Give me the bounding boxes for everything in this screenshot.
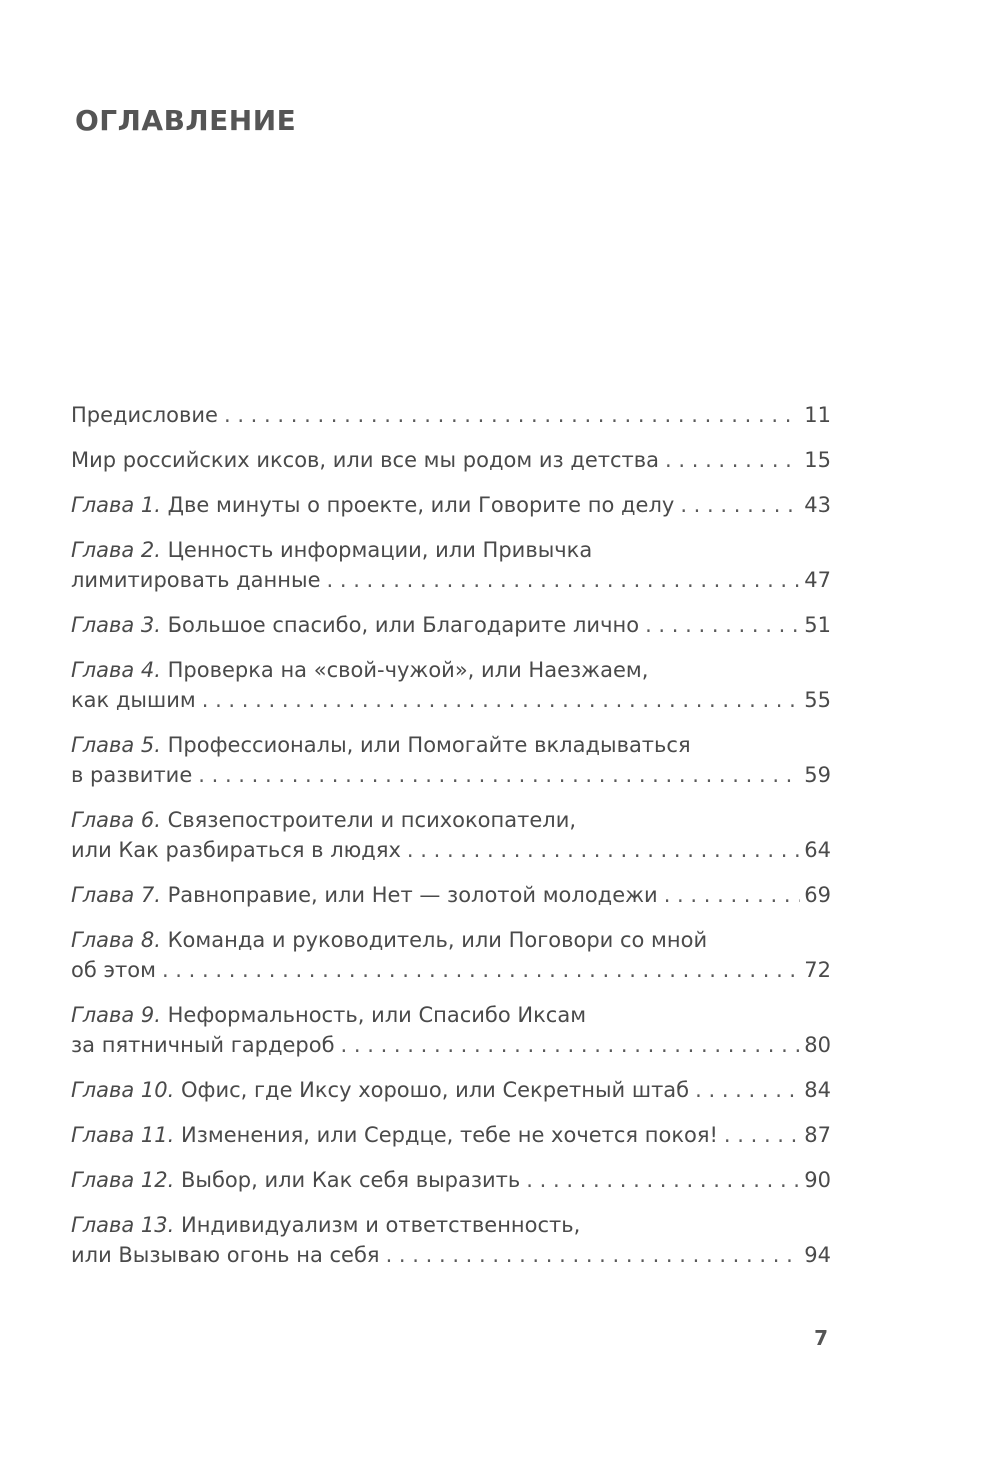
toc-entry-title <box>71 1165 520 1195</box>
toc-entry-title <box>71 760 192 790</box>
toc-page-number: 84 <box>804 1078 831 1102</box>
toc-entry-final-line <box>71 610 831 640</box>
page-number: 7 <box>814 1326 828 1350</box>
page-title: ОГЛАВЛЕНИЕ <box>75 104 297 137</box>
toc-entry-line <box>71 925 831 955</box>
toc-entry <box>71 1165 831 1195</box>
toc-entry-line <box>71 730 831 760</box>
dot-leader <box>327 565 801 595</box>
toc-entry <box>71 925 831 985</box>
toc-page-number: 55 <box>804 688 831 712</box>
toc-entry-title: Команда и руководитель, или Поговори со мной <box>160 928 708 952</box>
toc-page-number: 69 <box>804 883 831 907</box>
chapter-label: Глава 5. <box>71 733 161 757</box>
toc-entry <box>71 490 831 520</box>
toc-entry-title <box>71 955 156 985</box>
toc-entry-title-text: Выбор, или Как себя выразить <box>174 1168 521 1192</box>
dot-leader <box>695 1075 800 1105</box>
toc-entry-line <box>71 655 831 685</box>
toc-entry <box>71 535 831 595</box>
toc-entry-final-line <box>71 880 831 910</box>
toc-entry-line <box>71 805 831 835</box>
chapter-label: Глава 9. <box>71 1003 161 1027</box>
dot-leader <box>407 835 800 865</box>
toc-entry-title: Профессионалы, или Помогайте вкладываться <box>160 733 691 757</box>
dot-leader <box>224 400 800 430</box>
toc-entry <box>71 1210 831 1270</box>
toc-page-number: 51 <box>804 613 831 637</box>
dot-leader <box>664 880 801 910</box>
toc-entry-title <box>71 835 401 865</box>
toc-entry-title-text: Равноправие, или Нет — золотой молодежи <box>160 883 658 907</box>
toc-entry-title-text: Изменения, или Сердце, тебе не хочется покоя! <box>174 1123 718 1147</box>
toc-page-number: 47 <box>804 568 831 592</box>
chapter-label: Глава 11. <box>71 1123 175 1147</box>
chapter-label: Глава 7. <box>71 883 161 907</box>
toc-entry-title <box>71 445 659 475</box>
dot-leader <box>162 955 800 985</box>
dot-leader <box>202 685 801 715</box>
toc-entry-title <box>71 400 218 430</box>
toc-entry-title-text: или Как разбираться в людях <box>71 838 401 862</box>
chapter-label: Глава 2. <box>71 538 161 562</box>
toc-entry <box>71 655 831 715</box>
toc-entry-title <box>71 1240 380 1270</box>
toc-entry <box>71 1120 831 1150</box>
toc-entry-line <box>71 535 831 565</box>
toc-entry-title-text: Две минуты о проекте, или Говорите по делу <box>160 493 675 517</box>
toc-entry-title <box>71 1075 689 1105</box>
toc-entry-title: Ценность информации, или Привычка <box>160 538 593 562</box>
toc-entry <box>71 805 831 865</box>
chapter-label: Глава 12. <box>71 1168 175 1192</box>
chapter-label: Глава 1. <box>71 493 161 517</box>
toc-entry-final-line <box>71 760 831 790</box>
toc-entry-final-line <box>71 685 831 715</box>
toc-entry-title: Проверка на «свой-чужой», или Наезжаем, <box>160 658 649 682</box>
table-of-contents <box>71 400 831 1285</box>
toc-entry <box>71 1000 831 1060</box>
dot-leader <box>341 1030 801 1060</box>
toc-page-number: 64 <box>804 838 831 862</box>
toc-entry <box>71 610 831 640</box>
toc-entry-final-line <box>71 490 831 520</box>
toc-entry-title-text: Офис, где Иксу хорошо, или Секретный штаб <box>174 1078 690 1102</box>
chapter-label: Глава 10. <box>71 1078 175 1102</box>
toc-entry-final-line <box>71 835 831 865</box>
toc-entry-title <box>71 565 321 595</box>
toc-page-number: 15 <box>804 448 831 472</box>
toc-entry-title-text: или Вызываю огонь на себя <box>71 1243 380 1267</box>
dot-leader <box>665 445 800 475</box>
toc-entry-title: Индивидуализм и ответственность, <box>174 1213 581 1237</box>
toc-page-number: 87 <box>804 1123 831 1147</box>
toc-entry-title-text: как дышим <box>71 688 196 712</box>
toc-page-number: 43 <box>804 493 831 517</box>
toc-entry-final-line <box>71 1165 831 1195</box>
toc-page-number: 80 <box>804 1033 831 1057</box>
toc-entry-title <box>71 1030 335 1060</box>
chapter-label: Глава 6. <box>71 808 161 832</box>
dot-leader <box>724 1120 800 1150</box>
toc-entry <box>71 1075 831 1105</box>
chapter-label: Глава 13. <box>71 1213 175 1237</box>
toc-entry <box>71 730 831 790</box>
dot-leader <box>526 1165 800 1195</box>
dot-leader <box>198 760 800 790</box>
toc-entry-title: Неформальность, или Спасибо Иксам <box>160 1003 587 1027</box>
toc-entry-title-text: Мир российских иксов, или все мы родом из детства <box>71 448 660 472</box>
toc-entry-title-text: Предисловие <box>71 403 218 427</box>
toc-entry-title: Связепостроители и психокопатели, <box>160 808 577 832</box>
toc-entry-title-text: за пятничный гардероб <box>71 1033 335 1057</box>
toc-page-number: 59 <box>804 763 831 787</box>
toc-entry-line <box>71 1000 831 1030</box>
toc-entry-final-line <box>71 1030 831 1060</box>
toc-page-number: 90 <box>804 1168 831 1192</box>
toc-entry-title <box>71 1120 718 1150</box>
toc-entry <box>71 445 831 475</box>
toc-entry <box>71 880 831 910</box>
toc-entry-final-line <box>71 1075 831 1105</box>
toc-entry-title <box>71 490 674 520</box>
toc-entry-title-text: лимитировать данные <box>71 568 321 592</box>
toc-entry-final-line <box>71 1240 831 1270</box>
toc-entry-title <box>71 610 639 640</box>
chapter-label: Глава 8. <box>71 928 161 952</box>
dot-leader <box>680 490 800 520</box>
toc-page-number: 72 <box>804 958 831 982</box>
toc-entry-title <box>71 685 196 715</box>
chapter-label: Глава 4. <box>71 658 161 682</box>
toc-entry-final-line <box>71 400 831 430</box>
toc-entry-title <box>71 880 658 910</box>
dot-leader <box>386 1240 801 1270</box>
toc-entry-final-line <box>71 1120 831 1150</box>
toc-page-number: 11 <box>804 403 831 427</box>
toc-entry-line <box>71 1210 831 1240</box>
toc-entry-title-text: Большое спасибо, или Благодарите лично <box>160 613 640 637</box>
toc-entry-final-line <box>71 445 831 475</box>
toc-page-number: 94 <box>804 1243 831 1267</box>
toc-entry-title-text: об этом <box>71 958 156 982</box>
toc-entry-final-line <box>71 955 831 985</box>
chapter-label: Глава 3. <box>71 613 161 637</box>
toc-entry-title-text: в развитие <box>71 763 193 787</box>
toc-entry <box>71 400 831 430</box>
dot-leader <box>645 610 800 640</box>
toc-entry-final-line <box>71 565 831 595</box>
